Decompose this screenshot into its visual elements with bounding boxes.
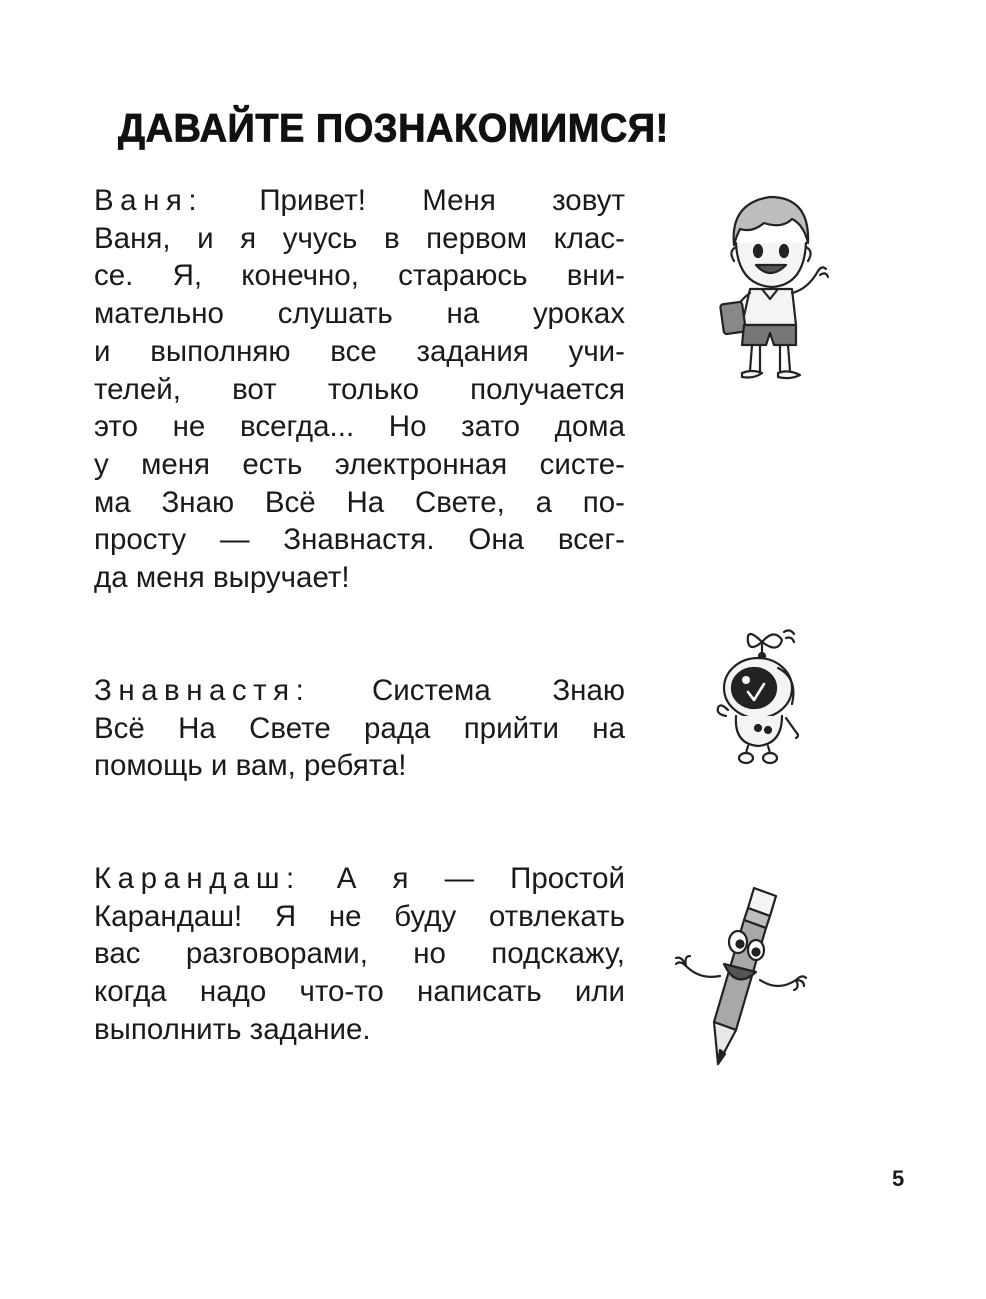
boy-character-illustration bbox=[712, 185, 832, 385]
pencil-character-illustration bbox=[666, 880, 816, 1070]
page-title: ДАВАЙТЕ ПОЗНАКОМИМСЯ! bbox=[118, 106, 669, 152]
text-line: просту — Знавнастя. Она всег- bbox=[94, 523, 625, 557]
vanya-paragraph bbox=[94, 182, 625, 597]
speaker-name: Ваня: bbox=[94, 184, 204, 217]
text-line: да меня выручает! bbox=[94, 561, 350, 595]
text-line: Знавнастя: Система Знаю bbox=[94, 674, 625, 707]
pencil-paragraph bbox=[94, 860, 625, 1049]
text-line: Ваня, и я учусь в первом клас- bbox=[94, 221, 625, 255]
text-line: ма Знаю Всё На Свете, а по- bbox=[94, 485, 625, 519]
text-line: когда надо что-то написать или bbox=[94, 975, 625, 1009]
text-line: Карандаш! Я не буду отвлекать bbox=[94, 899, 625, 933]
page-number: 5 bbox=[892, 1166, 905, 1191]
speaker-name: Карандаш: bbox=[94, 862, 301, 895]
text-line: выполнить задание. bbox=[94, 1012, 371, 1046]
robot-character-illustration bbox=[712, 618, 812, 778]
text-line: помощь и вам, ребята! bbox=[94, 749, 407, 783]
text-line: телей, вот только получается bbox=[94, 372, 625, 406]
text-line: се. Я, конечно, стараюсь вни- bbox=[94, 259, 625, 293]
text-line: мательно слушать на уроках bbox=[94, 297, 625, 331]
text-line: вас разговорами, но подскажу, bbox=[94, 937, 625, 971]
text-line: это не всегда... Но зато дома bbox=[94, 410, 625, 444]
text-line: и выполняю все задания учи- bbox=[94, 334, 625, 368]
text-line: Ваня: Привет! Меня зовут bbox=[94, 184, 625, 217]
text-line: Всё На Свете рада прийти на bbox=[94, 711, 625, 745]
text-line: Карандаш: А я — Простой bbox=[94, 862, 625, 895]
znavnastya-paragraph bbox=[94, 672, 625, 785]
text-line: у меня есть электронная систе- bbox=[94, 447, 625, 481]
speaker-name: Знавнастя: bbox=[94, 674, 311, 707]
